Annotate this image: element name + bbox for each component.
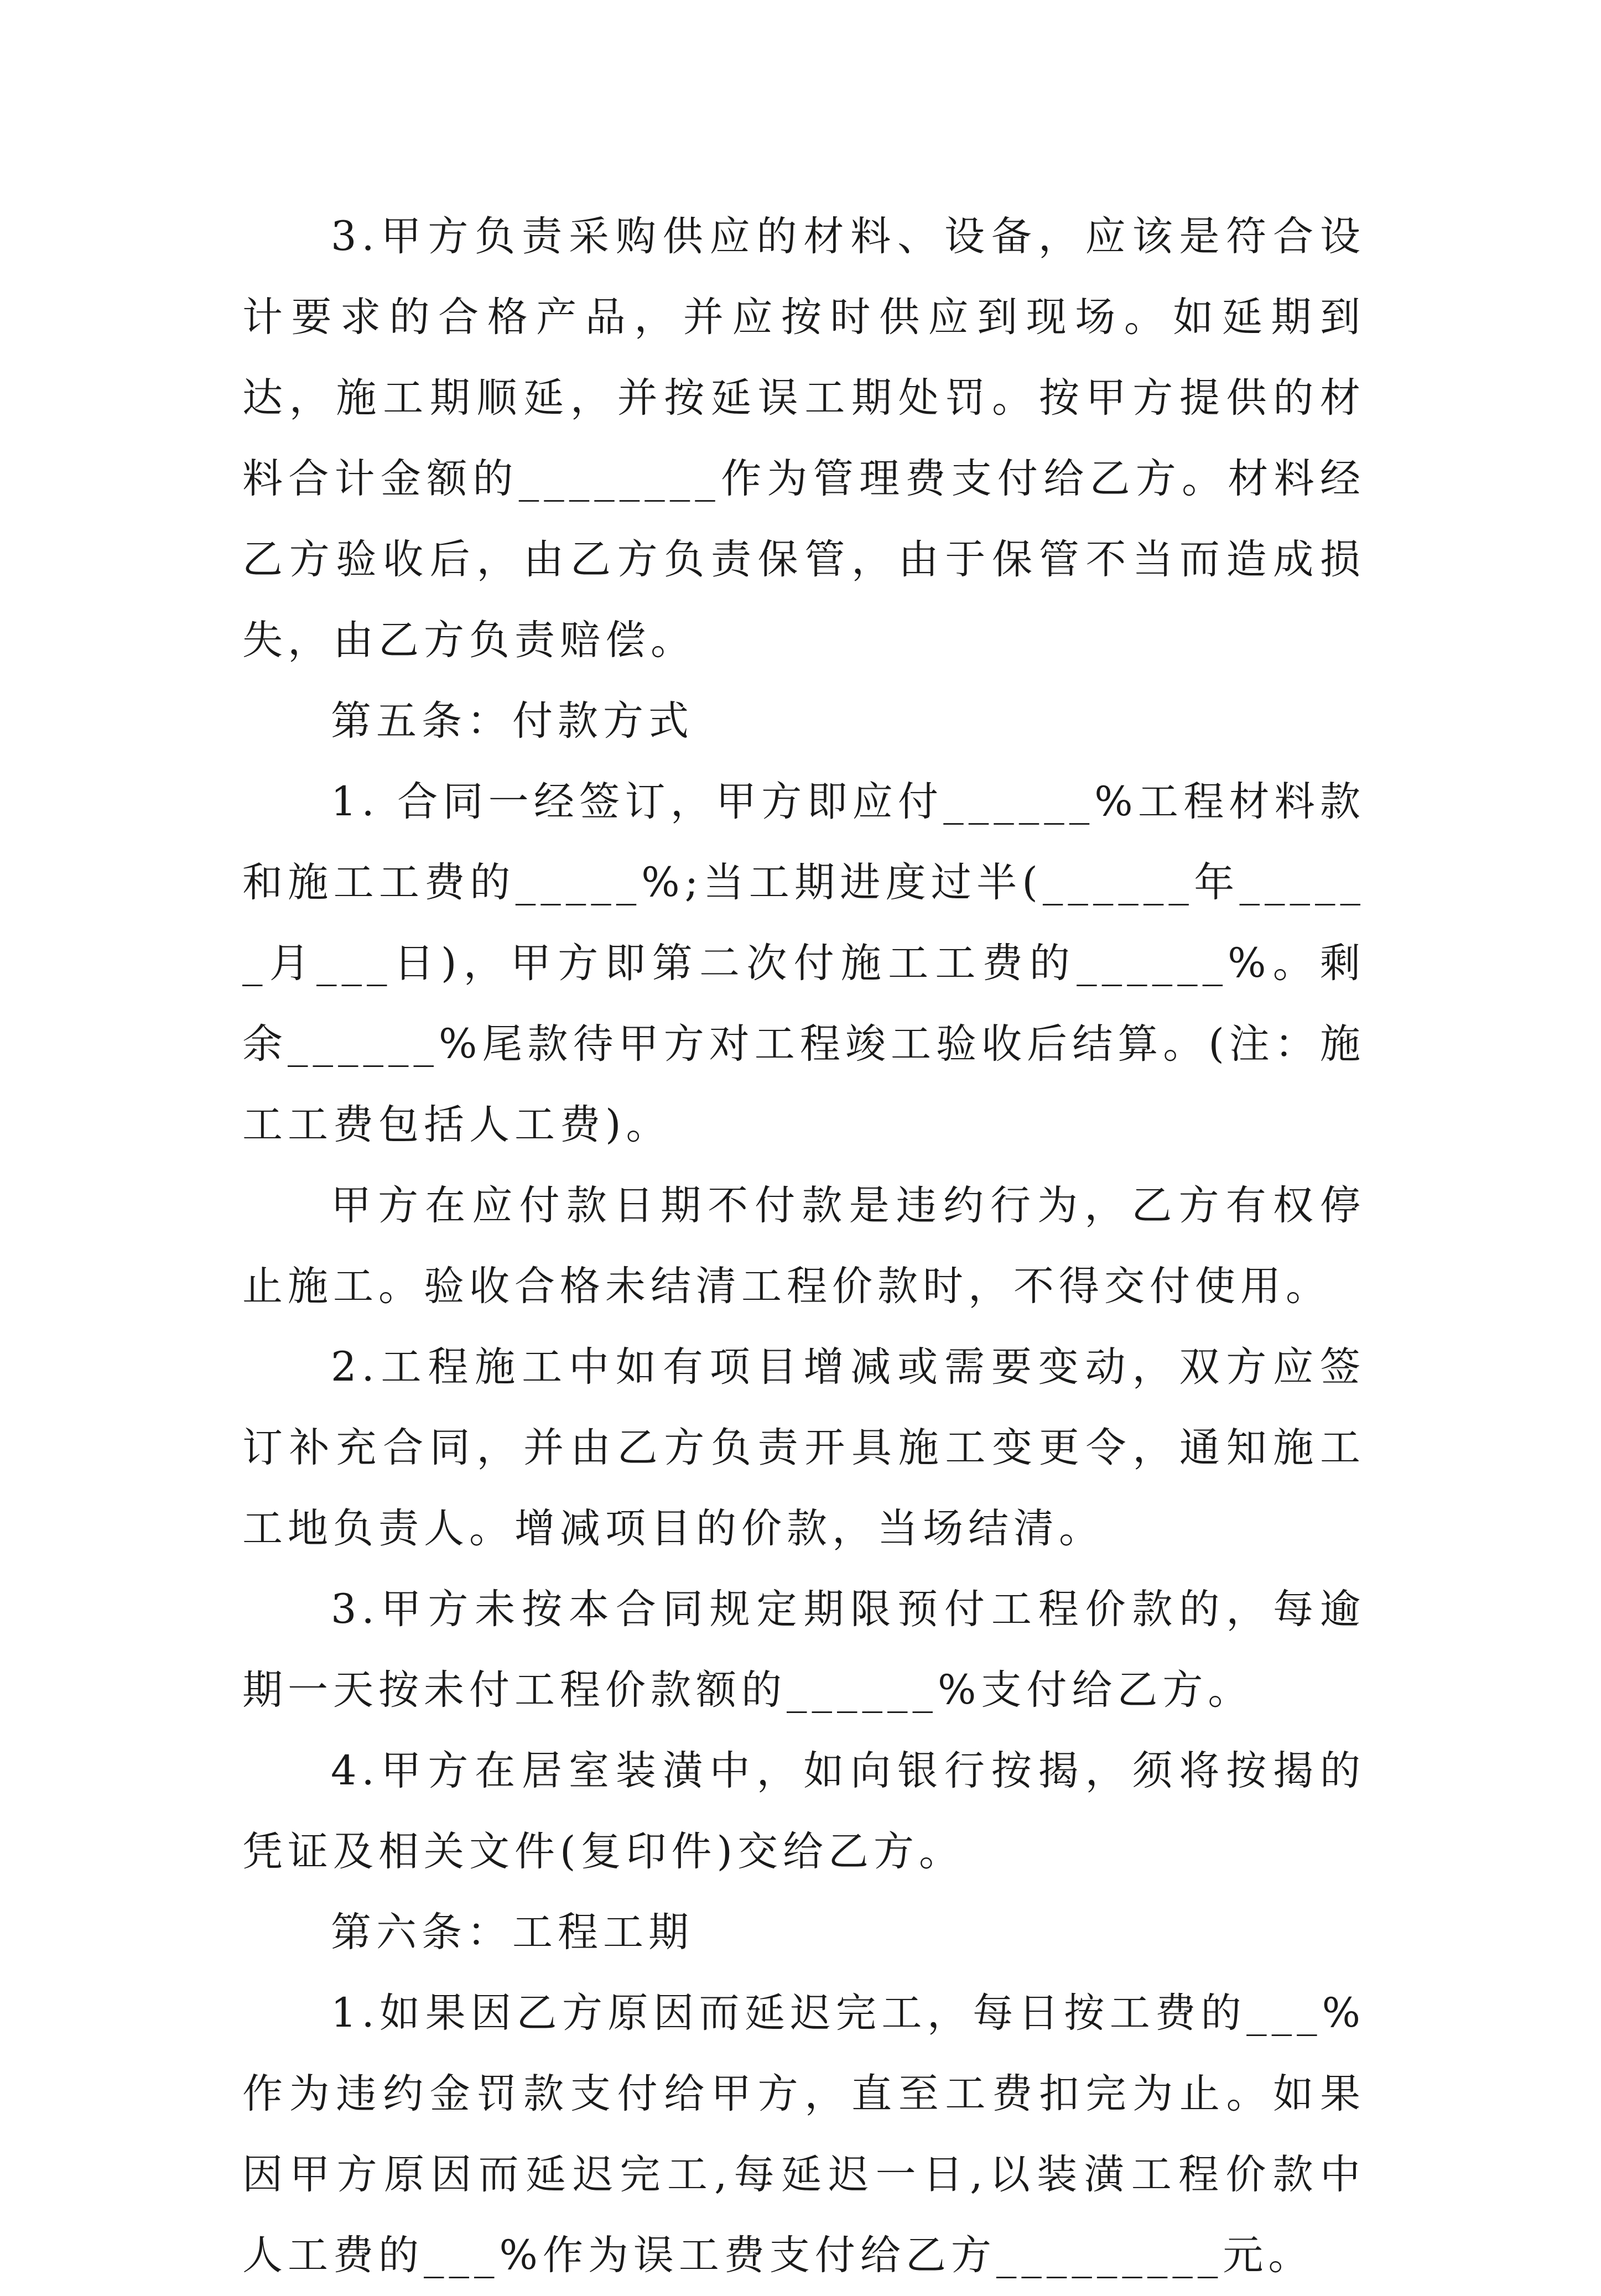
- article-5-heading: 第五条：付款方式: [331, 697, 694, 744]
- article-6-heading: 第六条：工程工期: [331, 1909, 694, 1956]
- contract-body: [242, 196, 1365, 2296]
- article-5-note: 甲方在应付款日期不付款是违约行为，乙方有权停止施工。验收合格未结清工程价款时，不得交付使用。: [242, 1182, 1365, 1310]
- clause-4-item-3: 3.甲方负责采购供应的材料、设备，应该是符合设计要求的合格产品，并应按时供应到现场。如延期到达，施工期顺延，并按延误工期处罚。按甲方提供的材料合计金额的________作为管理费支付给乙方。材料经乙方验收后，由乙方负责保管，由于保管不当而造成损失，由乙方负责赔偿。: [242, 213, 1365, 664]
- article-5-item-3: 3.甲方未按本合同规定期限预付工程价款的，每逾期一天按未付工程价款额的______%支付给乙方。: [242, 1586, 1365, 1714]
- article-6-item-1: 1.如果因乙方原因而延迟完工，每日按工费的___%作为违约金罚款支付给甲方，直至工费扣完为止。如果因甲方原因而延迟完工,每延迟一日,以装潢工程价款中人工费的___%作为误工费支付给乙方_________元。: [242, 1990, 1365, 2279]
- article-5-item-2: 2.工程施工中如有项目增减或需要变动，双方应签订补充合同，并由乙方负责开具施工变更令，通知施工工地负责人。增减项目的价款，当场结清。: [242, 1344, 1365, 1552]
- article-5-item-4: 4.甲方在居室装潢中，如向银行按揭，须将按揭的凭证及相关文件(复印件)交给乙方。: [242, 1747, 1365, 1875]
- article-5-item-1: 1. 合同一经签订，甲方即应付______%工程材料款和施工工费的_____%;当工期进度过半(______年______月___日)，甲方即第二次付施工工费的______%。剩余______%尾款待甲方对工程竣工验收后结算。(注：施工工费包括人工费)。: [242, 778, 1365, 1148]
